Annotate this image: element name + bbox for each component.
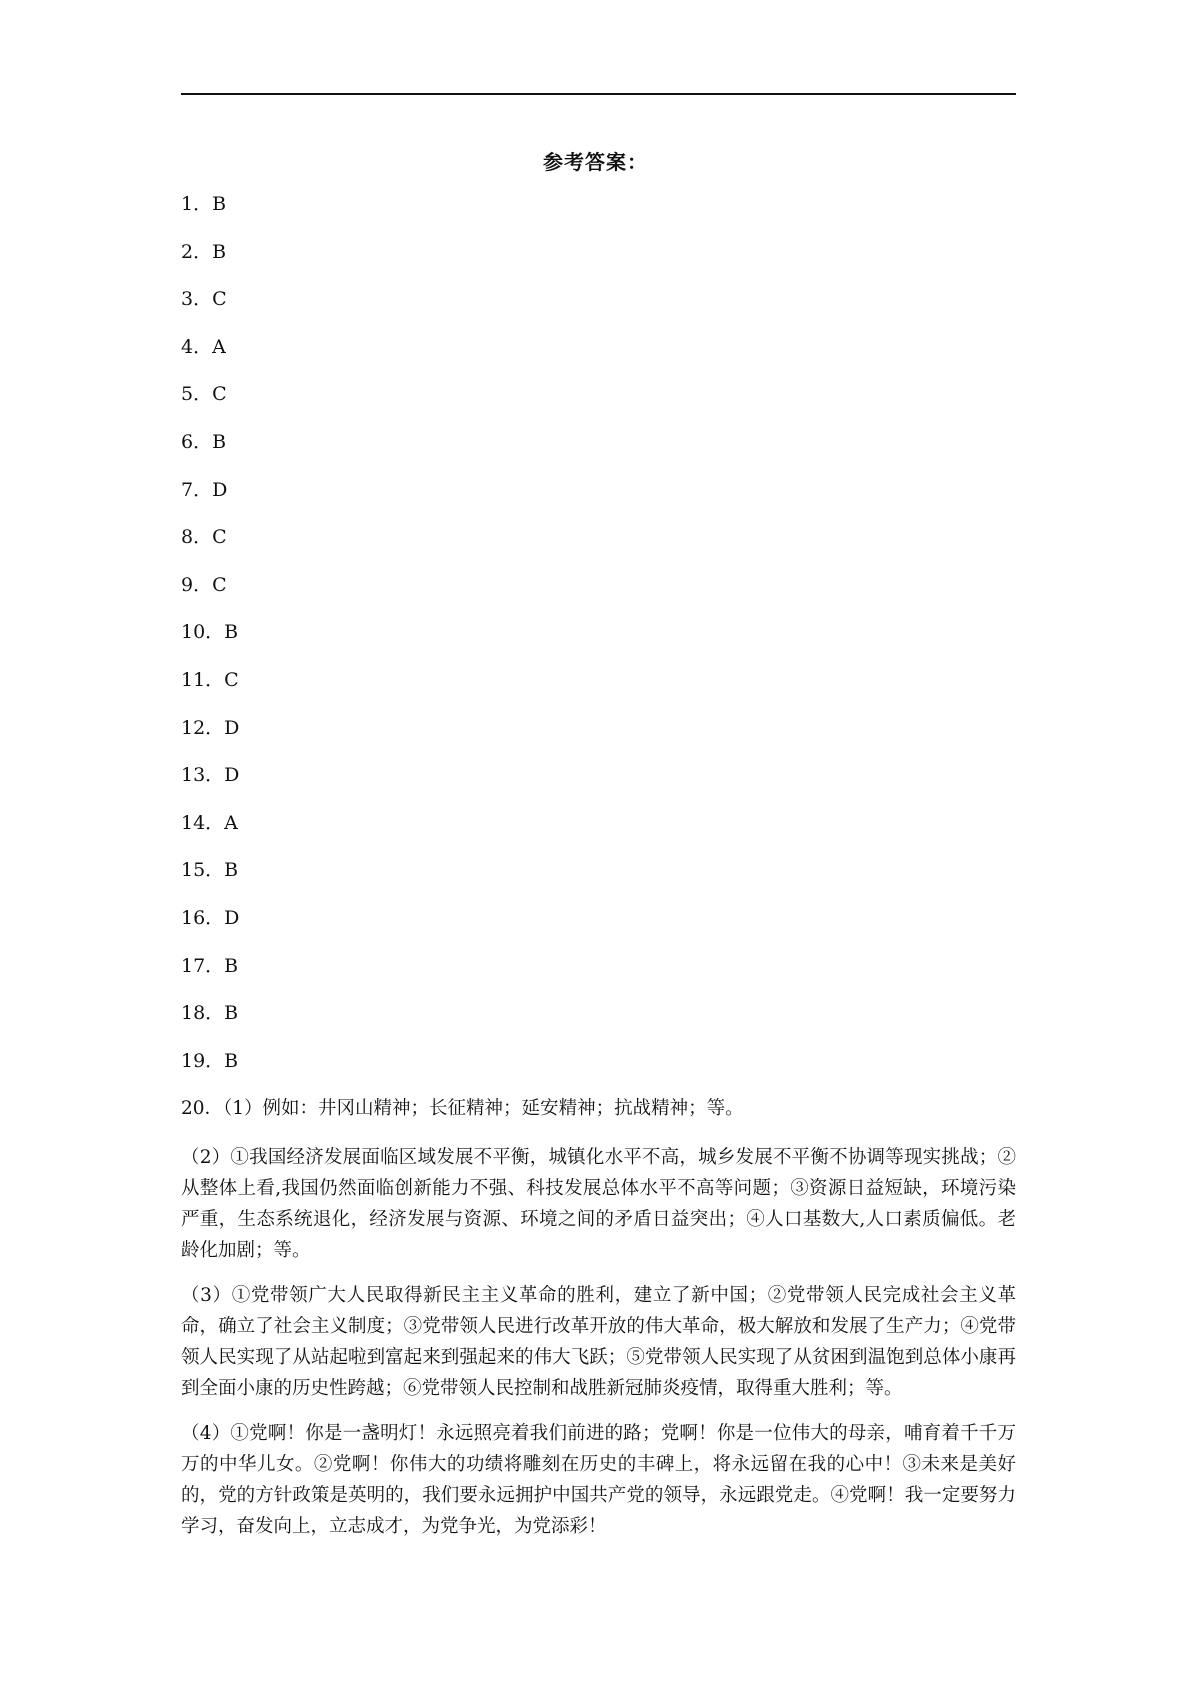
q20-part-1: 20．（1）例如：井冈山精神；长征精神；延安精神；抗战精神；等。: [181, 1098, 744, 1119]
answer-item: 17．B: [181, 954, 239, 977]
answer-item: 15．B: [181, 859, 239, 882]
answer-item: 7．D: [181, 478, 228, 501]
answer-item: 18．B: [181, 1002, 239, 1025]
q20-part-2: （2）①我国经济发展面临区域发展不平衡，城镇化水平不高，城乡发展不平衡不协调等现实挑战；②从整体上看,我国仍然面临创新能力不强、科技发展总体水平不高等问题；③资源日益短缺，环境污染严重，生态系统退化，经济发展与资源、环境之间的矛盾日益突出；④人口基数大,人口素质偏低。老龄化加剧；等。: [181, 1147, 1016, 1261]
answer-item: 2．B: [181, 240, 227, 263]
page-title: 参考答案：: [543, 150, 648, 174]
answer-item: 9．C: [181, 573, 227, 596]
answer-item: 13．D: [181, 764, 240, 787]
answer-item: 5．C: [181, 383, 227, 406]
answer-item: 1．B: [181, 193, 227, 215]
question-20-answer: [181, 1093, 1016, 1556]
answer-item: 4．A: [181, 335, 226, 358]
answer-item: 12．D: [181, 716, 240, 739]
header-rule: [181, 93, 1016, 95]
answer-item: 6．B: [181, 430, 227, 453]
q20-part-4: （4）①党啊！你是一盏明灯！永远照亮着我们前进的路；党啊！你是一位伟大的母亲，哺育着千千万万的中华儿女。②党啊！你伟大的功绩将雕刻在历史的丰碑上，将永远留在我的心中！③未来是美好的，党的方针政策是英明的，我们要永远拥护中国共产党的领导，永远跟党走。④党啊！我一定要努力学习，奋发向上，立志成才，为党争光，为党添彩！: [181, 1423, 1016, 1537]
answer-item: 19．B: [181, 1049, 239, 1072]
answer-item: 11．C: [181, 668, 239, 691]
answer-item: 10．B: [181, 621, 239, 644]
answer-item: 3．C: [181, 288, 227, 311]
q20-part-3: （3）①党带领广大人民取得新民主主义革命的胜利，建立了新中国；②党带领人民完成社会主义革命，确立了社会主义制度；③党带领人民进行改革开放的伟大革命，极大解放和发展了生产力；④党带领人民实现了从站起啦到富起来到强起来的伟大飞跃；⑤党带领人民实现了从贫困到温饱到总体小康再到全面小康的历史性跨越；⑥党带领人民控制和战胜新冠肺炎疫情，取得重大胜利；等。: [181, 1285, 1016, 1399]
answer-item: 8．C: [181, 526, 227, 549]
answer-list: [181, 191, 1016, 1095]
answer-item: 16．D: [181, 906, 240, 929]
answer-item: 14．A: [181, 811, 238, 834]
